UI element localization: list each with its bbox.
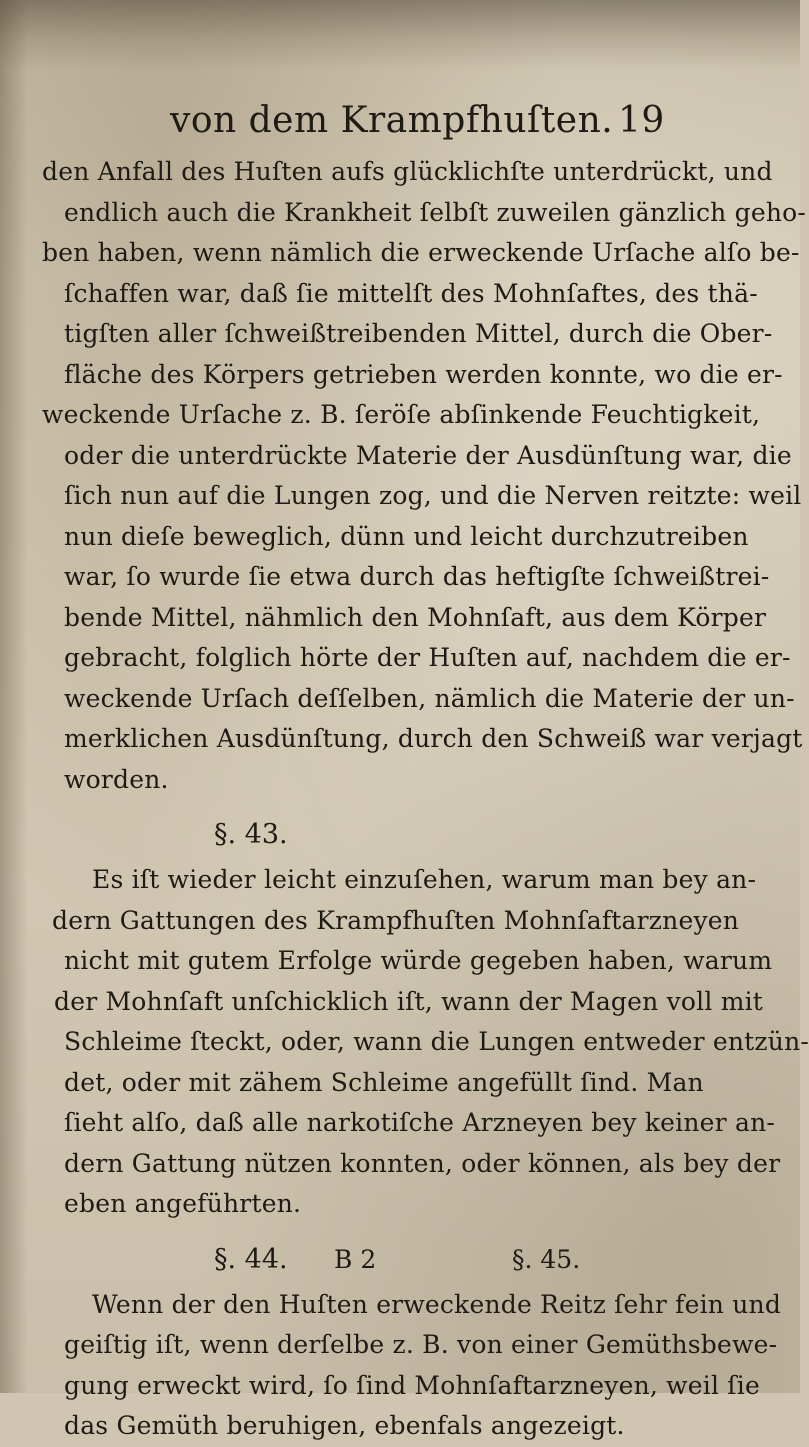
section-gap bbox=[42, 800, 682, 810]
text-line: der Mohnſaft unſchicklich iſt, wann der Magen voll mit bbox=[54, 986, 764, 1016]
text-line: ben haben, wenn nämlich die erweckende Urſache alſo be- bbox=[42, 238, 800, 267]
page-number: 19 bbox=[618, 100, 665, 141]
text-line: eben angeführten. bbox=[64, 1189, 302, 1218]
text-line: ſich nun auf die Lungen zog, und die Nerven reitzte: weil bbox=[64, 481, 802, 510]
text-line: det, oder mit zähem Schleime angefüllt ſind. Man bbox=[64, 1067, 704, 1097]
text-line: merklichen Ausdünſtung, durch den Schweiß war verjagt bbox=[64, 724, 803, 753]
section-gap bbox=[42, 1225, 682, 1235]
text-line: worden. bbox=[64, 764, 169, 794]
signature-mark: B 2 bbox=[334, 1245, 377, 1274]
page-gutter-shadow bbox=[0, 0, 28, 1393]
paragraph-continued bbox=[42, 152, 807, 800]
text-line: weckende Urſach deſſelben, nämlich die Materie der un- bbox=[64, 683, 795, 713]
text-line: gebracht, folglich hörte der Huſten auf, nachdem die er- bbox=[64, 643, 791, 672]
catchword: §. 45. bbox=[512, 1245, 581, 1274]
text-line: geiſtig iſt, wenn derſelbe z. B. von einer Gemüthsbewe- bbox=[64, 1330, 778, 1359]
text-line: tigſten aller ſchweißtreibenden Mittel, durch die Ober- bbox=[64, 319, 773, 348]
text-line: Schleime ſteckt, oder, wann die Lungen entweder entzün- bbox=[64, 1027, 809, 1056]
running-head bbox=[170, 96, 670, 146]
text-line: das Gemüth beruhigen, ebenfals angezeigt. bbox=[64, 1411, 625, 1440]
text-line: endlich auch die Krankheit ſelbſt zuweilen gänzlich geho- bbox=[64, 197, 807, 227]
text-line: gung erweckt wird, ſo ſind Mohnſaftarzneyen, weil ſie bbox=[64, 1370, 760, 1400]
text-line: Wenn der den Huſten erweckende Reitz ſehr fein und bbox=[92, 1289, 782, 1319]
text-line: bende Mittel, nähmlich den Mohnſaft, aus dem Körper bbox=[64, 602, 767, 632]
page-top-shadow bbox=[0, 0, 800, 70]
text-line: war, ſo wurde ſie etwa durch das heftigſte ſchweißtrei- bbox=[64, 562, 770, 591]
text-line: oder die unterdrückte Materie der Ausdünſtung war, die bbox=[64, 440, 792, 470]
section-44-paragraph bbox=[42, 1285, 782, 1447]
text-line: fläche des Körpers getrieben werden konnte, wo die er- bbox=[64, 359, 783, 389]
text-line: den Anfall des Huſten aufs glücklichſte unterdrückt, und bbox=[42, 157, 773, 186]
text-line: ſieht alſo, daß alle narkotiſche Arzneyen bey keiner an- bbox=[64, 1108, 776, 1137]
text-line: weckende Urſache z. B. ſeröſe abſinkende Feuchtigkeit, bbox=[42, 400, 761, 429]
text-line: ſchaffen war, daß ſie mittelſt des Mohnſaftes, des thä- bbox=[64, 278, 758, 308]
text-line: nicht mit gutem Erfolge würde gegeben haben, warum bbox=[64, 946, 773, 975]
section-heading-43: §. 43. bbox=[214, 819, 288, 850]
page-footer bbox=[334, 1240, 634, 1280]
text-line: nun dieſe beweglich, dünn und leicht durchzutreiben bbox=[64, 521, 749, 551]
section-43-paragraph bbox=[42, 860, 809, 1225]
text-line: dern Gattung nützen konnten, oder können, als bey der bbox=[64, 1148, 781, 1178]
text-line: Es iſt wieder leicht einzuſehen, warum man bey an- bbox=[92, 865, 757, 894]
text-line: dern Gattungen des Krampfhuſten Mohnſaftarzneyen bbox=[52, 905, 740, 935]
running-title: von dem Krampfhuſten. bbox=[170, 100, 614, 141]
section-heading-44: §. 44. bbox=[214, 1243, 288, 1275]
